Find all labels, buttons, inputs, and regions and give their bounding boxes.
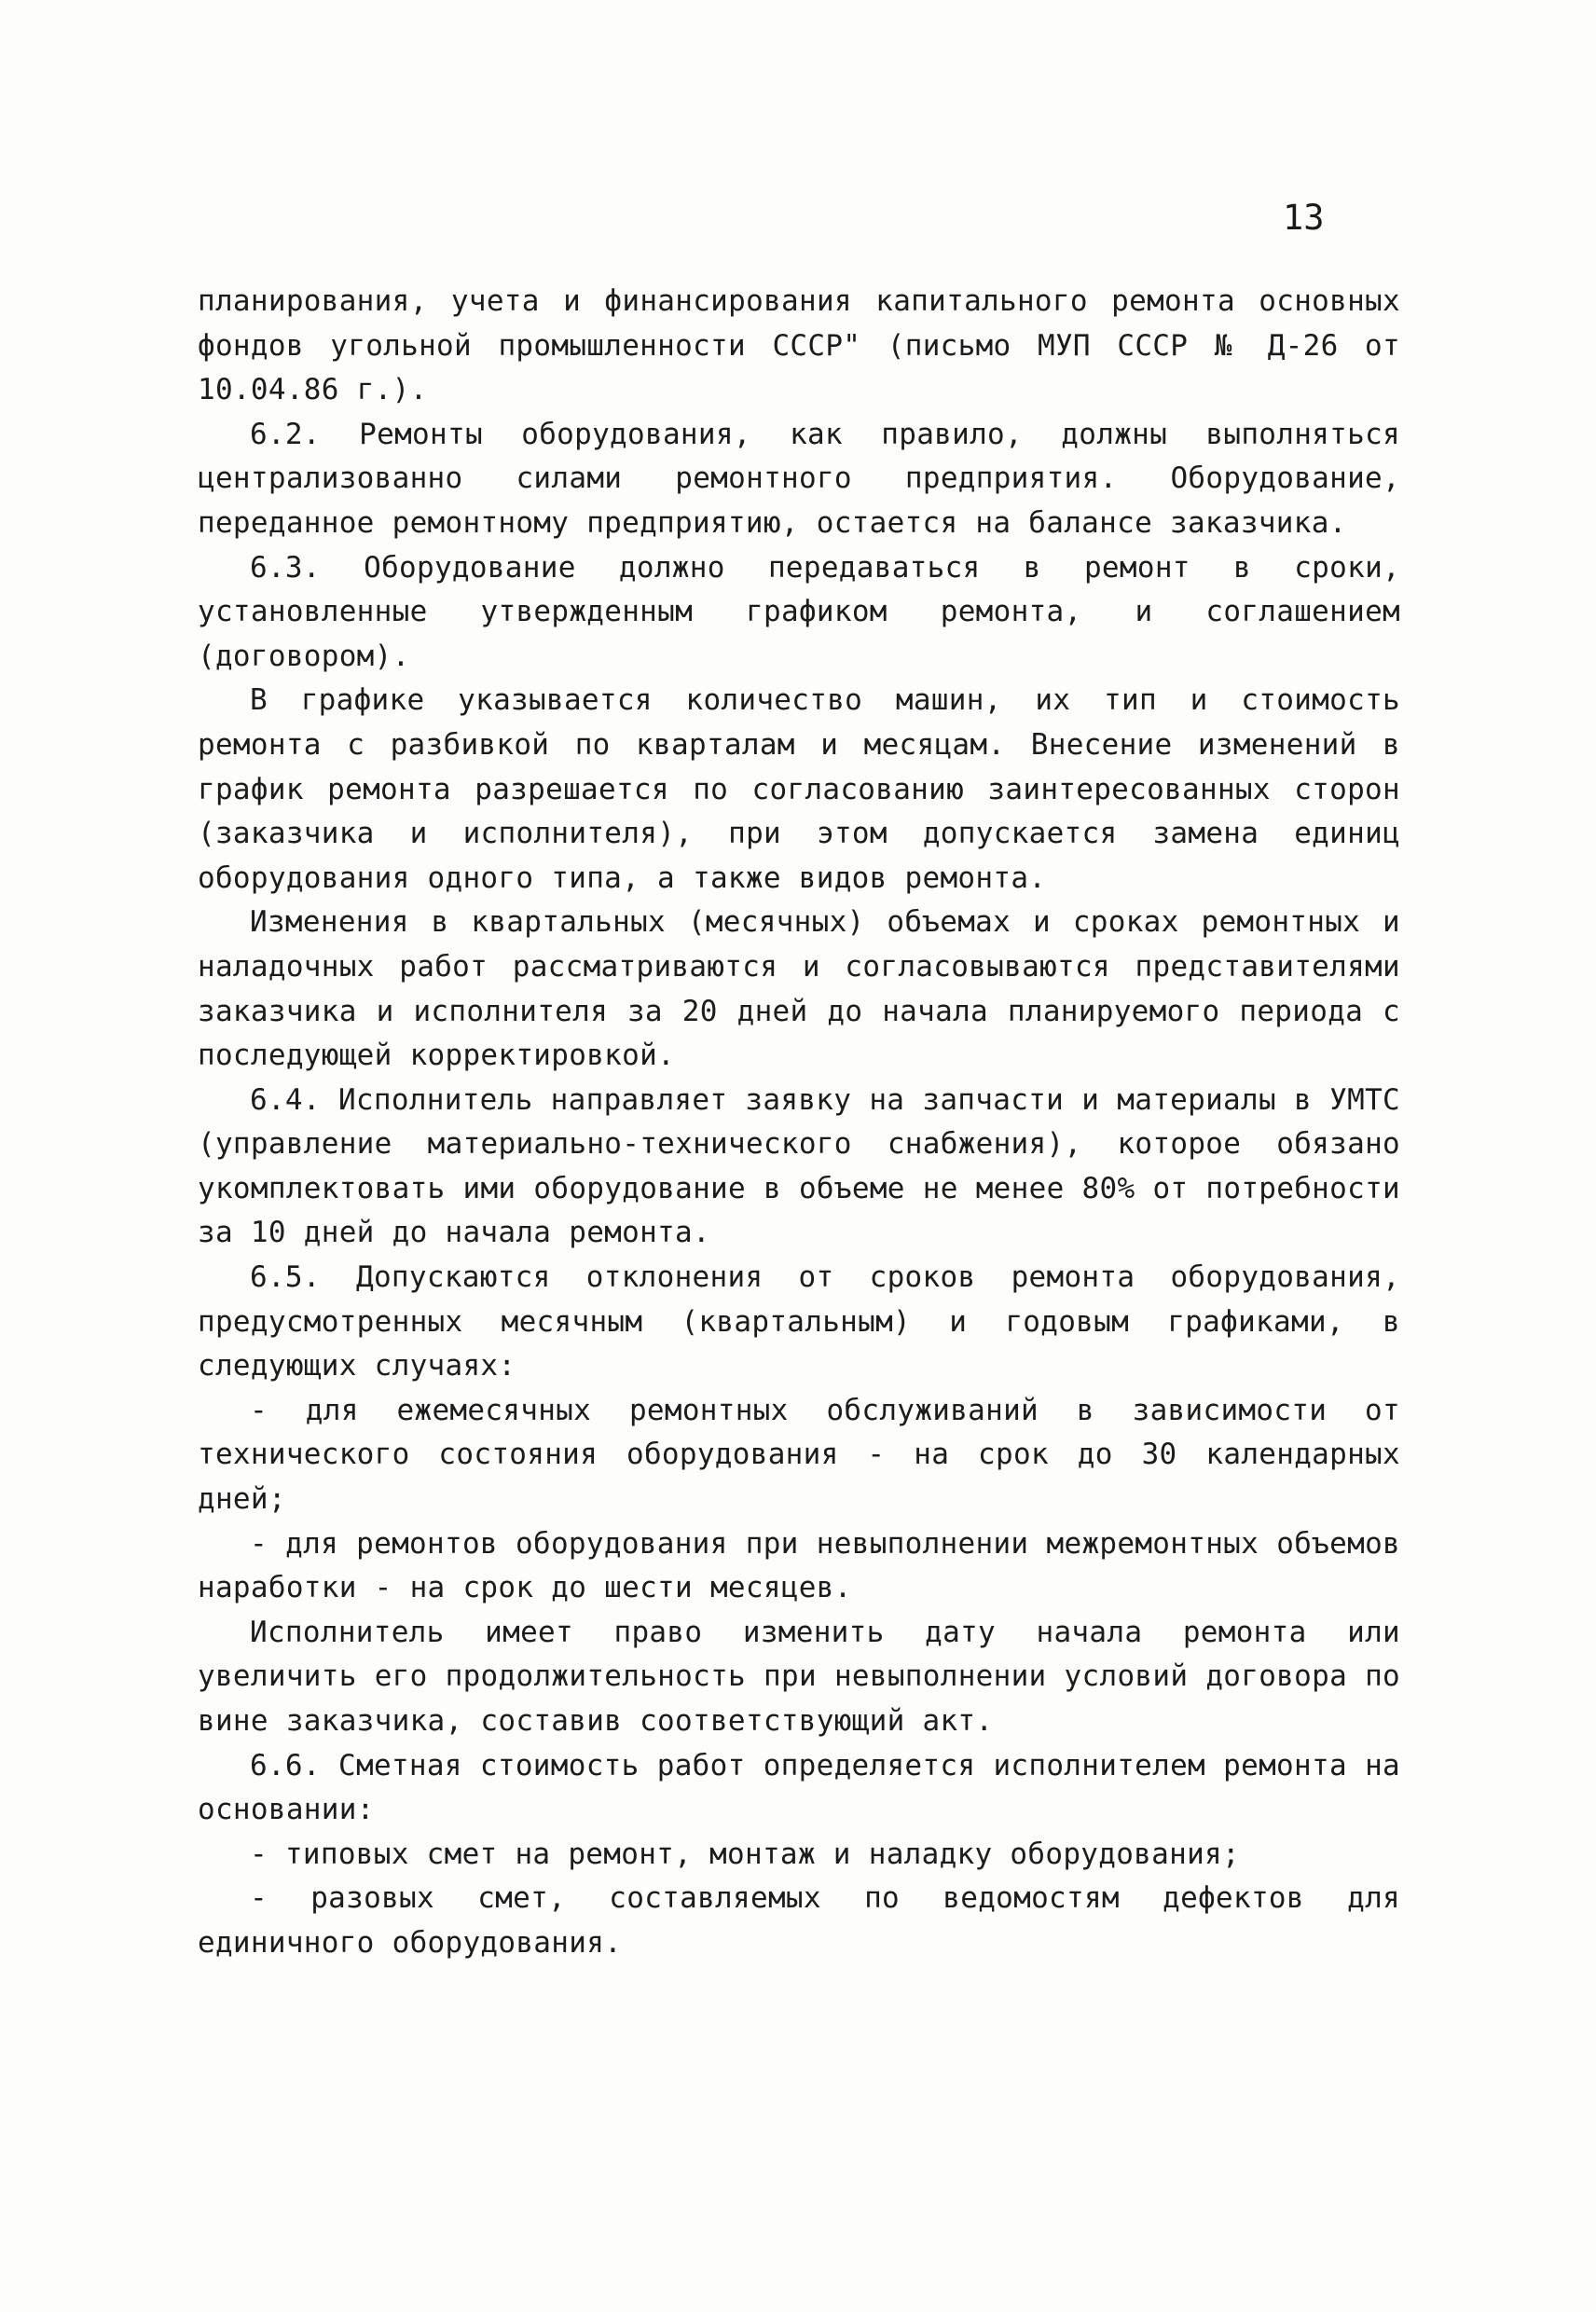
paragraph-executor-rights: Исполнитель имеет право изменить дату начала ремонта или увеличить его продолжительность при невыполнении условий договора по вине заказчика, составив соответствующий акт. xyxy=(198,1615,1400,1738)
list-item-typical-estimates: - типовых смет на ремонт, монтаж и наладку оборудования; xyxy=(250,1837,1240,1871)
list-item-one-time-estimates: - разовых смет, составляемых по ведомостям дефектов для единичного оборудования. xyxy=(198,1881,1400,1960)
paragraph-6-4: 6.4. Исполнитель направляет заявку на запчасти и материалы в УМТС (управление материально-технического снабжения), которое обязано укомплектовать ими оборудование в объеме не менее 80% от потребности за 10 дней до начала ремонта. xyxy=(198,1082,1400,1250)
paragraph-schedule: В графике указывается количество машин, их тип и стоимость ремонта с разбивкой по кварталам и месяцам. Внесение изменений в график ремонта разрешается по согласованию заинтересованных сторон (заказчика и исполнителя), при этом допускается замена единиц оборудования одного типа, а также видов ремонта. xyxy=(198,683,1400,895)
paragraph-6-2: 6.2. Ремонты оборудования, как правило, должны выполняться централизованно силами ремонтного предприятия. Оборудование, переданное ремонтному предприятию, остается на балансе заказчика. xyxy=(198,417,1400,540)
paragraph-changes: Изменения в квартальных (месячных) объемах и сроках ремонтных и наладочных работ рассматриваются и согласовываются представителями заказчика и исполнителя за 20 дней до начала планируемого периода с последующей корректировкой. xyxy=(198,905,1400,1073)
list-item-monthly: - для ежемесячных ремонтных обслуживаний в зависимости от технического состояния оборудования - на срок до 30 календарных дней; xyxy=(198,1393,1400,1517)
paragraph-6-3: 6.3. Оборудование должно передаваться в ремонт в сроки, установленные утвержденным графиком ремонта, и соглашением (договором). xyxy=(198,550,1400,673)
paragraph-6-5: 6.5. Допускаются отклонения от сроков ремонта оборудования, предусмотренных месячным (квартальным) и годовым графиками, в следующих случаях: xyxy=(198,1260,1400,1383)
paragraph-6-6: 6.6. Сметная стоимость работ определяется исполнителем ремонта на основании: xyxy=(198,1748,1400,1827)
list-item-repairs: - для ремонтов оборудования при невыполнении межремонтных объемов наработки - на срок до шести месяцев. xyxy=(198,1526,1400,1605)
document-body xyxy=(198,280,1400,1966)
paragraph-continuation: планирования, учета и финансирования капитального ремонта основных фондов угольной промышленности СССР" (письмо МУП СССР № Д-26 от 10.04.86 г.). xyxy=(198,284,1400,407)
page-number: 13 xyxy=(1283,198,1325,238)
